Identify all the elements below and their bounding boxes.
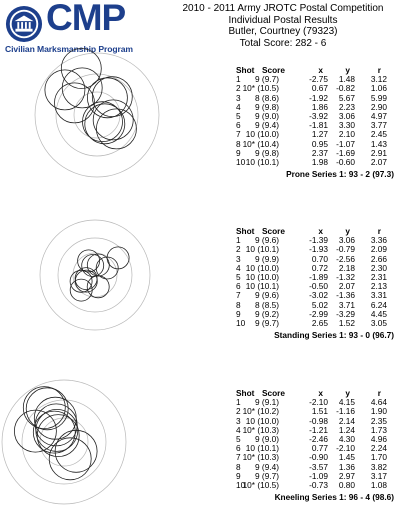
series-summary: Kneeling Series 1: 96 - 4 (98.6) bbox=[274, 492, 394, 503]
cell-x: -1.89 bbox=[309, 271, 328, 282]
cell-score: 10* (10.3) bbox=[242, 424, 279, 435]
cell-x: 0.70 bbox=[311, 253, 328, 264]
cell-r: 1.43 bbox=[370, 138, 387, 149]
cell-x: -0.90 bbox=[309, 452, 328, 463]
cell-y: 2.18 bbox=[338, 262, 355, 273]
cell-score: 10 (10.1) bbox=[245, 281, 279, 292]
cell-shot: 6 bbox=[236, 443, 241, 454]
cell-x: 0.77 bbox=[311, 443, 328, 454]
cell-x: -1.09 bbox=[309, 470, 328, 481]
cell-score: 9 (9.0) bbox=[255, 433, 279, 444]
cell-score: 10 (10.0) bbox=[245, 129, 279, 140]
cell-score: 10 (10.1) bbox=[245, 156, 279, 167]
column-header-r: r bbox=[377, 65, 381, 75]
shot-mark bbox=[92, 77, 132, 117]
cell-score: 9 (9.7) bbox=[255, 470, 279, 481]
cell-y: 3.30 bbox=[338, 120, 355, 131]
table-row bbox=[234, 319, 396, 328]
cell-r: 1.70 bbox=[370, 452, 387, 463]
cmp-seal-icon bbox=[5, 5, 43, 43]
cell-shot: 5 bbox=[236, 271, 241, 282]
cell-score: 10* (10.5) bbox=[242, 83, 279, 94]
cell-r: 2.66 bbox=[370, 253, 387, 264]
cell-x: -1.93 bbox=[309, 244, 328, 255]
cell-shot: 2 bbox=[236, 406, 241, 417]
cell-shot: 2 bbox=[236, 244, 241, 255]
cell-score: 10* (10.3) bbox=[242, 452, 279, 463]
cell-y: 2.97 bbox=[338, 470, 355, 481]
cell-shot: 6 bbox=[236, 120, 241, 131]
shot-mark bbox=[36, 409, 78, 451]
cell-score: 10* (10.4) bbox=[242, 138, 279, 149]
cell-y: 3.71 bbox=[338, 299, 355, 310]
cell-shot: 4 bbox=[236, 424, 241, 435]
cell-r: 2.09 bbox=[370, 244, 387, 255]
target-ring bbox=[22, 400, 106, 484]
cell-r: 3.17 bbox=[370, 470, 387, 481]
cell-shot: 1 bbox=[236, 235, 241, 246]
cell-x: -0.50 bbox=[309, 281, 328, 292]
target-ring bbox=[2, 380, 126, 504]
standing-target-svg bbox=[2, 215, 192, 365]
cell-x: 1.86 bbox=[311, 101, 328, 112]
cell-x: -2.10 bbox=[309, 397, 328, 408]
cell-x: 0.95 bbox=[311, 138, 328, 149]
cell-r: 2.31 bbox=[370, 271, 387, 282]
cell-shot: 7 bbox=[236, 452, 241, 463]
cell-score: 10 (10.0) bbox=[245, 271, 279, 282]
cell-shot: 10 bbox=[236, 317, 246, 328]
cell-y: 2.10 bbox=[338, 129, 355, 140]
cell-shot: 1 bbox=[236, 397, 241, 408]
standing-target bbox=[2, 215, 192, 365]
kneeling-target-svg bbox=[2, 380, 192, 506]
cell-shot: 7 bbox=[236, 129, 241, 140]
cell-x: -3.02 bbox=[309, 290, 328, 301]
cell-x: 0.67 bbox=[311, 83, 328, 94]
cell-y: -0.79 bbox=[336, 244, 355, 255]
cell-y: 1.36 bbox=[338, 461, 355, 472]
total-score: Total Score: 282 - 6 bbox=[239, 37, 327, 49]
cell-y: -1.36 bbox=[336, 290, 355, 301]
cell-y: 1.24 bbox=[338, 424, 355, 435]
cell-x: 5.02 bbox=[311, 299, 328, 310]
cell-score: 10 (10.0) bbox=[245, 262, 279, 273]
cell-r: 2.24 bbox=[370, 443, 387, 454]
cell-shot: 2 bbox=[236, 83, 241, 94]
column-header-shot: Shot bbox=[236, 65, 255, 75]
cell-r: 3.36 bbox=[370, 235, 387, 246]
cell-score: 8 (8.5) bbox=[255, 299, 279, 310]
cell-y: 2.14 bbox=[338, 415, 355, 426]
cell-shot: 9 bbox=[236, 147, 241, 158]
cell-y: -3.29 bbox=[336, 308, 355, 319]
cell-y: -1.16 bbox=[336, 406, 355, 417]
cell-score: 9 (9.4) bbox=[255, 120, 279, 131]
cell-shot: 5 bbox=[236, 110, 241, 121]
column-header-shot: Shot bbox=[236, 226, 255, 236]
logo-subtitle: Civilian Marksmanship Program bbox=[5, 44, 133, 54]
cell-r: 2.91 bbox=[370, 147, 387, 158]
shot-mark bbox=[75, 270, 97, 292]
column-header-shot: Shot bbox=[236, 388, 255, 398]
column-header-y: y bbox=[345, 65, 350, 75]
cell-y: 1.45 bbox=[338, 452, 355, 463]
cell-x: 0.72 bbox=[311, 262, 328, 273]
cell-r: 1.73 bbox=[370, 424, 387, 435]
cell-x: -1.39 bbox=[309, 235, 328, 246]
cell-y: 4.30 bbox=[338, 433, 355, 444]
cell-shot: 1 bbox=[236, 74, 241, 85]
cell-score: 9 (9.9) bbox=[255, 253, 279, 264]
cell-shot: 8 bbox=[236, 138, 241, 149]
cell-x: -3.57 bbox=[309, 461, 328, 472]
shot-mark bbox=[55, 430, 97, 472]
cell-score: 10 (10.1) bbox=[245, 443, 279, 454]
cell-r: 1.08 bbox=[370, 479, 387, 490]
column-header-x: x bbox=[318, 65, 323, 75]
cell-y: 3.06 bbox=[338, 110, 355, 121]
cell-x: 1.27 bbox=[311, 129, 328, 140]
cell-shot: 4 bbox=[236, 262, 241, 273]
cell-x: -0.98 bbox=[309, 415, 328, 426]
column-header-r: r bbox=[377, 226, 381, 236]
cell-r: 6.24 bbox=[370, 299, 387, 310]
cell-r: 2.35 bbox=[370, 415, 387, 426]
cell-x: 1.51 bbox=[311, 406, 328, 417]
prone-score-table bbox=[234, 66, 396, 179]
shot-mark bbox=[61, 49, 101, 89]
cell-shot: 7 bbox=[236, 290, 241, 301]
shot-mark bbox=[82, 255, 104, 277]
cell-r: 1.06 bbox=[370, 83, 387, 94]
cell-shot: 5 bbox=[236, 433, 241, 444]
cell-y: -1.07 bbox=[336, 138, 355, 149]
cell-score: 9 (9.7) bbox=[255, 74, 279, 85]
cell-score: 9 (9.6) bbox=[255, 290, 279, 301]
cell-r: 3.77 bbox=[370, 120, 387, 131]
cell-shot: 10 bbox=[236, 156, 246, 167]
cell-y: 3.06 bbox=[338, 235, 355, 246]
cell-score: 9 (9.4) bbox=[255, 461, 279, 472]
cell-x: -1.21 bbox=[309, 424, 328, 435]
shot-mark bbox=[49, 438, 91, 480]
cell-r: 2.07 bbox=[370, 156, 387, 167]
cell-y: -0.82 bbox=[336, 83, 355, 94]
cell-x: 2.37 bbox=[311, 147, 328, 158]
shot-mark bbox=[87, 78, 127, 118]
cell-shot: 6 bbox=[236, 281, 241, 292]
cell-shot: 3 bbox=[236, 253, 241, 264]
cell-x: -2.99 bbox=[309, 308, 328, 319]
cell-x: -2.75 bbox=[309, 74, 328, 85]
table-row bbox=[234, 158, 396, 167]
cell-y: -1.32 bbox=[336, 271, 355, 282]
cell-y: -1.69 bbox=[336, 147, 355, 158]
cell-r: 4.64 bbox=[370, 397, 387, 408]
cell-score: 9 (9.8) bbox=[255, 147, 279, 158]
cell-y: -2.56 bbox=[336, 253, 355, 264]
competitor-name: Butler, Courtney (79323) bbox=[228, 26, 338, 37]
cell-shot: 8 bbox=[236, 461, 241, 472]
column-header-score: Score bbox=[261, 65, 285, 75]
cell-shot: 10 bbox=[236, 479, 246, 490]
target-ring bbox=[40, 418, 88, 466]
kneeling-score-table bbox=[234, 389, 396, 502]
cell-score: 9 (9.8) bbox=[255, 101, 279, 112]
cell-r: 3.82 bbox=[370, 461, 387, 472]
cell-y: -2.10 bbox=[336, 443, 355, 454]
cell-score: 9 (9.0) bbox=[255, 110, 279, 121]
cell-r: 2.13 bbox=[370, 281, 387, 292]
prone-target-svg bbox=[2, 40, 192, 190]
logo-text: CMP bbox=[46, 0, 126, 38]
column-header-score: Score bbox=[261, 226, 285, 236]
cell-x: -1.81 bbox=[309, 120, 328, 131]
cell-r: 5.99 bbox=[370, 92, 387, 103]
cell-x: -1.92 bbox=[309, 92, 328, 103]
cell-score: 9 (9.7) bbox=[255, 317, 279, 328]
cell-y: 4.15 bbox=[338, 397, 355, 408]
cell-x: -0.73 bbox=[309, 479, 328, 490]
cell-r: 4.97 bbox=[370, 110, 387, 121]
series-summary: Standing Series 1: 93 - 0 (96.7) bbox=[274, 330, 394, 341]
column-header-r: r bbox=[377, 388, 381, 398]
prone-target bbox=[2, 40, 192, 190]
cell-y: 2.23 bbox=[338, 101, 355, 112]
kneeling-target bbox=[2, 380, 192, 506]
cell-score: 9 (9.2) bbox=[255, 308, 279, 319]
cell-score: 9 (9.1) bbox=[255, 397, 279, 408]
cell-score: 10* (10.5) bbox=[242, 479, 279, 490]
competition-title: 2010 - 2011 Army JROTC Postal Competition bbox=[182, 3, 384, 14]
column-header-y: y bbox=[345, 388, 350, 398]
series-summary: Prone Series 1: 93 - 2 (97.3) bbox=[286, 169, 394, 180]
standing-score-table bbox=[234, 227, 396, 340]
cell-shot: 3 bbox=[236, 415, 241, 426]
cell-r: 2.30 bbox=[370, 262, 387, 273]
cell-score: 8 (8.6) bbox=[255, 92, 279, 103]
cell-score: 10 (10.0) bbox=[245, 415, 279, 426]
column-header-score: Score bbox=[261, 388, 285, 398]
results-header bbox=[172, 3, 394, 49]
cell-r: 2.90 bbox=[370, 101, 387, 112]
shot-mark bbox=[26, 388, 68, 430]
cell-score: 10* (10.2) bbox=[242, 406, 279, 417]
shot-mark bbox=[70, 279, 92, 301]
cell-y: 1.48 bbox=[338, 74, 355, 85]
cell-x: -2.46 bbox=[309, 433, 328, 444]
cell-shot: 8 bbox=[236, 299, 241, 310]
cell-y: 1.52 bbox=[338, 317, 355, 328]
results-type: Individual Postal Results bbox=[228, 14, 338, 26]
cell-r: 1.90 bbox=[370, 406, 387, 417]
column-header-y: y bbox=[345, 226, 350, 236]
table-row bbox=[234, 481, 396, 490]
cell-shot: 9 bbox=[236, 470, 241, 481]
cell-x: 2.65 bbox=[311, 317, 328, 328]
column-header-x: x bbox=[318, 226, 323, 236]
cell-r: 3.31 bbox=[370, 290, 387, 301]
cell-r: 2.45 bbox=[370, 129, 387, 140]
cell-r: 3.12 bbox=[370, 74, 387, 85]
cell-shot: 3 bbox=[236, 92, 241, 103]
cell-x: -3.92 bbox=[309, 110, 328, 121]
cell-y: 2.07 bbox=[338, 281, 355, 292]
cell-r: 4.96 bbox=[370, 433, 387, 444]
column-header-x: x bbox=[318, 388, 323, 398]
cell-shot: 9 bbox=[236, 308, 241, 319]
cell-y: -0.60 bbox=[336, 156, 355, 167]
shot-mark bbox=[62, 68, 102, 108]
shot-mark bbox=[55, 83, 95, 123]
cell-y: 0.80 bbox=[338, 479, 355, 490]
cell-x: 1.98 bbox=[311, 156, 328, 167]
cell-y: 5.67 bbox=[338, 92, 355, 103]
cell-score: 10 (10.1) bbox=[245, 244, 279, 255]
cell-r: 3.05 bbox=[370, 317, 387, 328]
cell-r: 4.45 bbox=[370, 308, 387, 319]
cell-shot: 4 bbox=[236, 101, 241, 112]
shot-mark bbox=[96, 109, 136, 149]
cell-score: 9 (9.6) bbox=[255, 235, 279, 246]
